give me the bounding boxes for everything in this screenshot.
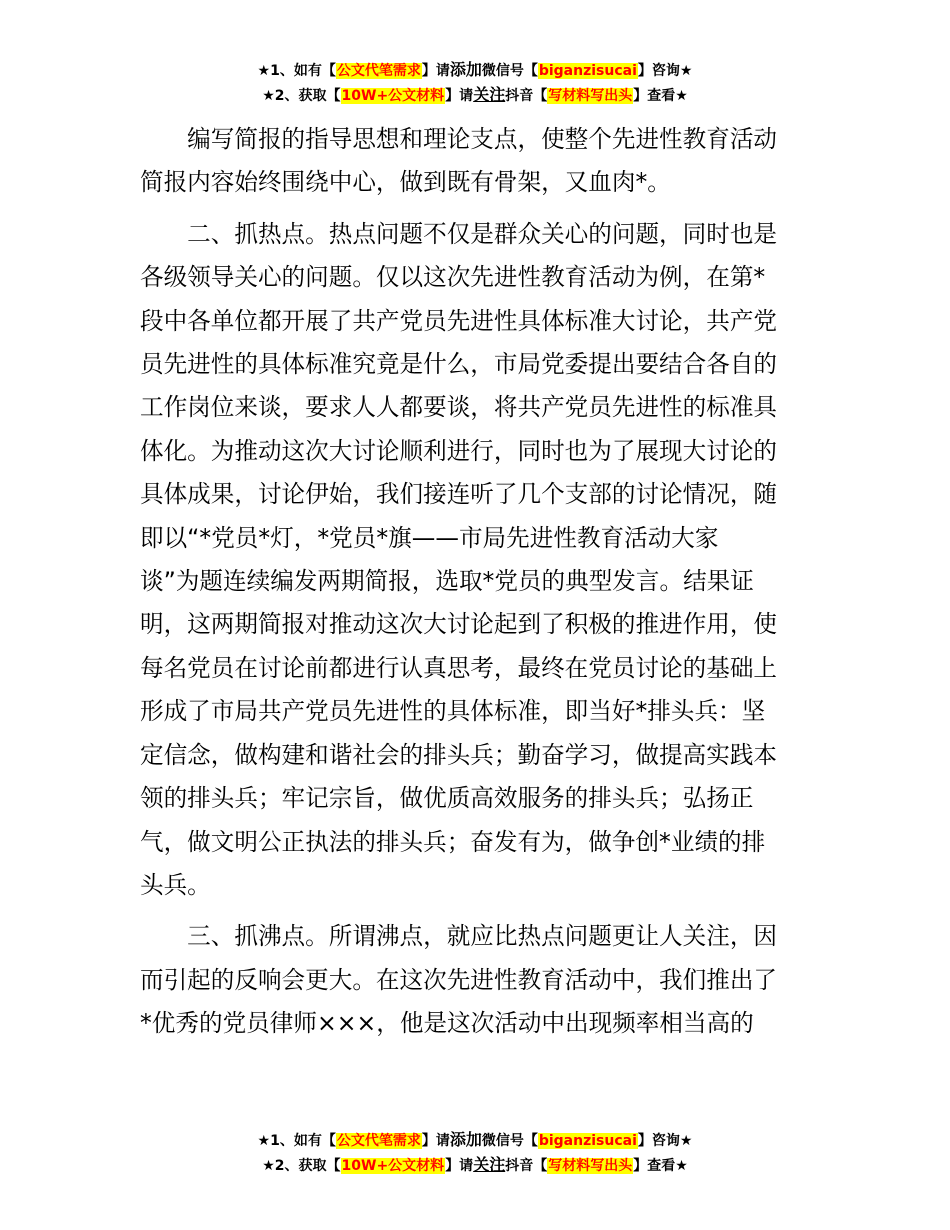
promo-text: 抖音【	[505, 88, 548, 104]
promo-emphasis: 添加	[449, 1130, 482, 1149]
paragraph-line: *优秀的党员律师×××，他是这次活动中出现频率相当高的	[140, 1009, 754, 1038]
promo-text: 】咨询★	[637, 63, 693, 79]
promo-text: 】查看★	[633, 1158, 688, 1174]
promo-highlight: 10W+公文材料	[341, 88, 445, 104]
promo-highlight: 写材料写出头	[548, 88, 633, 104]
paragraph-line: 各级领导关心的问题。仅以这次先进性教育活动为例，在第*	[140, 263, 766, 292]
promo-line-1	[0, 1128, 950, 1153]
promo-text: 】请	[445, 88, 474, 104]
paragraph-line: 段中各单位都开展了共产党员先进性具体标准大讨论，共产党	[140, 306, 778, 335]
paragraph-line: 每名党员在讨论前都进行认真思考，最终在党员讨论的基础上	[140, 653, 778, 682]
promo-text: 抖音【	[505, 1158, 548, 1174]
paragraph-line: 工作岗位来谈，要求人人都要谈，将共产党员先进性的标准具	[140, 393, 778, 422]
promo-text: ★2、获取【	[262, 88, 341, 104]
promo-text: ★1、如有【	[257, 63, 336, 79]
promo-highlight: biganzisucai	[538, 63, 637, 79]
paragraph-line: 具体成果，讨论伊始，我们接连听了几个支部的讨论情况，随	[140, 480, 778, 509]
promo-highlight: 10W+公文材料	[341, 1158, 445, 1174]
promo-text: 】请	[421, 1133, 450, 1149]
paragraph-line: 明，这两期简报对推动这次大讨论起到了积极的推进作用，使	[140, 610, 778, 639]
promo-highlight: biganzisucai	[538, 1133, 637, 1149]
paragraph-line: 领的排头兵；牢记宗旨，做优质高效服务的排头兵；弘扬正	[140, 784, 754, 813]
promo-highlight: 公文代笔需求	[336, 63, 421, 79]
paragraph-line: 编写简报的指导思想和理论支点，使整个先进性教育活动	[140, 125, 778, 153]
promo-text: ★1、如有【	[257, 1133, 336, 1149]
promo-line-1	[0, 58, 950, 83]
promo-emphasis: 关注	[473, 1155, 506, 1174]
footer-promo-banner	[0, 1128, 950, 1178]
paragraph-line: 气，做文明公正执法的排头兵；奋发有为，做争创*业绩的排	[140, 827, 766, 856]
header-promo-banner	[0, 58, 950, 108]
promo-text: ★2、获取【	[262, 1158, 341, 1174]
promo-line-2	[0, 1153, 950, 1178]
document-body	[140, 118, 812, 1054]
paragraph-line: 形成了市局共产党员先进性的具体标准，即当好*排头兵：坚	[140, 697, 766, 726]
promo-text: 微信号【	[481, 63, 538, 79]
promo-text: 】请	[445, 1158, 474, 1174]
promo-emphasis: 关注	[473, 85, 506, 104]
body-paragraph	[140, 118, 812, 205]
paragraph-line: 员先进性的具体标准究竟是什么，市局党委提出要结合各自的	[140, 350, 778, 379]
promo-text: 】请	[421, 63, 450, 79]
paragraph-line: 而引起的反响会更大。在这次先进性教育活动中，我们推出了	[140, 965, 778, 994]
paragraph-line: 二、抓热点。热点问题不仅是群众关心的问题，同时也是	[140, 219, 778, 248]
promo-line-2	[0, 83, 950, 108]
promo-text: 】查看★	[633, 88, 688, 104]
promo-highlight: 写材料写出头	[548, 1158, 633, 1174]
body-paragraph	[140, 213, 812, 908]
promo-text: 微信号【	[481, 1133, 538, 1149]
promo-emphasis: 添加	[449, 60, 482, 79]
paragraph-line: 体化。为推动这次大讨论顺利进行，同时也为了展现大讨论的	[140, 436, 778, 465]
promo-text: 】咨询★	[637, 1133, 693, 1149]
body-paragraph	[140, 915, 812, 1045]
paragraph-line: 头兵。	[140, 870, 211, 899]
paragraph-line: 定信念，做构建和谐社会的排头兵；勤奋学习，做提高实践本	[140, 740, 778, 769]
paragraph-line: 即以“*党员*灯，*党员*旗——市局先进性教育活动大家	[140, 523, 719, 552]
paragraph-line: 谈”为题连续编发两期简报，选取*党员的典型发言。结果证	[140, 567, 754, 596]
paragraph-line: 简报内容始终围绕中心，做到既有骨架，又血肉*。	[140, 168, 671, 197]
paragraph-line: 三、抓沸点。所谓沸点，就应比热点问题更让人关注，因	[140, 922, 778, 951]
promo-highlight: 公文代笔需求	[336, 1133, 421, 1149]
